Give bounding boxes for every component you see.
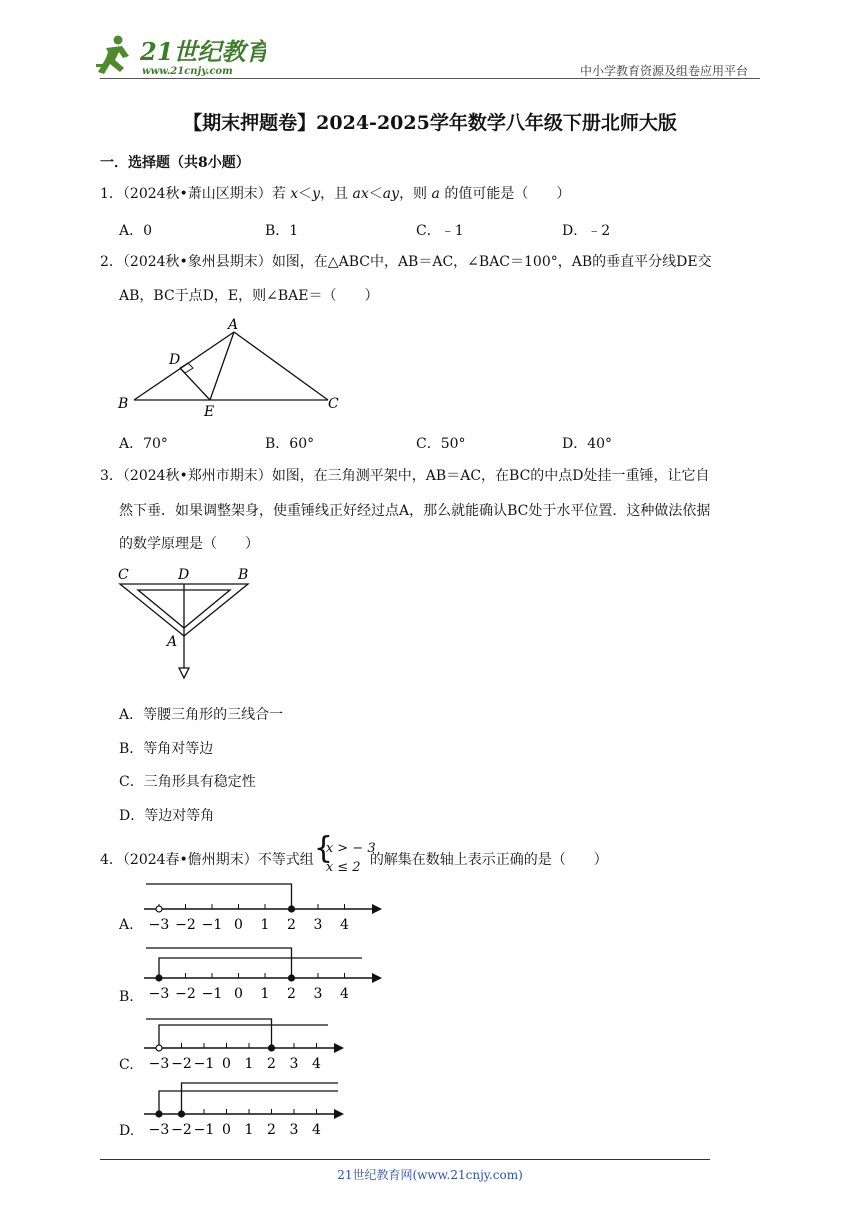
tick-label: 1 — [244, 1122, 254, 1138]
closed-endpoint — [289, 975, 295, 981]
closed-endpoint — [156, 975, 162, 981]
axis-arrow — [334, 1109, 344, 1119]
tick-label: 1 — [244, 1056, 254, 1072]
header-divider — [100, 78, 760, 79]
figure-label-e: E — [204, 404, 215, 420]
q4-option-b-number-line — [140, 944, 390, 1004]
page-title: 【期末押题卷】2024-2025学年数学八年级下册北师大版 — [183, 112, 677, 134]
solution-bracket — [159, 958, 362, 978]
tick-label: −3 — [148, 1122, 170, 1138]
tick-label: −1 — [201, 917, 223, 933]
tick-label: 4 — [312, 1122, 321, 1138]
tick-label: 2 — [267, 1122, 276, 1138]
tick-label: −1 — [193, 1056, 215, 1072]
q4-option-c-label: C. — [119, 1057, 134, 1073]
tick-label: −2 — [171, 1122, 192, 1138]
tick-label: −2 — [171, 1056, 192, 1072]
question-4-stem: 4．（2024春•儋州期末）不等式组 { x > − 3 x ≤ 2 的解集在数轴上表示正确的是（ ） — [100, 843, 608, 877]
q4-option-d-number-line — [140, 1081, 350, 1141]
closed-endpoint — [269, 1045, 275, 1051]
q1-option-d: D．﹣2 — [562, 223, 611, 239]
q4-option-b-label: B. — [119, 989, 134, 1005]
tick-label: −1 — [193, 1122, 215, 1138]
figure-label-c: C — [118, 567, 129, 583]
site-logo — [96, 34, 266, 78]
question-3-stem-line2: 然下垂．如果调整架身，使重锤线正好经过点A，那么就能确认BC处于水平位置．这种做法依据 — [119, 503, 711, 519]
q3-option-c: C．三角形具有稳定性 — [119, 774, 256, 790]
question-3-stem-line1: 3．（2024秋•郑州市期末）如图，在三角测平架中，AB＝AC，在BC的中点D处挂一重锤，让它自 — [100, 468, 710, 484]
tick-label: −3 — [148, 1056, 170, 1072]
tick-label: 2 — [287, 917, 296, 933]
tick-label: 3 — [313, 986, 323, 1002]
figure-label-b: B — [238, 567, 249, 583]
tick-label: −3 — [148, 986, 170, 1002]
tick-label: 0 — [222, 1122, 231, 1138]
figure-label-a: A — [167, 634, 178, 650]
figure-label-a: A — [228, 317, 239, 333]
q3-option-d: D．等边对等角 — [119, 808, 215, 824]
header-right-text: 中小学教育资源及组卷应用平台 — [580, 64, 749, 78]
logo-brand-text: 21世纪教育 — [140, 37, 266, 66]
system-inequality-2: x ≤ 2 — [325, 860, 361, 875]
tick-label: −1 — [201, 986, 223, 1002]
tick-label: −2 — [175, 986, 196, 1002]
q2-option-c: C．50° — [416, 436, 466, 452]
tick-label: 4 — [340, 917, 349, 933]
tick-label: −2 — [175, 917, 196, 933]
axis-arrow — [372, 904, 382, 914]
q4-option-d-label: D. — [119, 1123, 135, 1139]
system-inequality-1: x > − 3 — [325, 841, 376, 856]
solution-bracket — [146, 1019, 272, 1048]
closed-endpoint — [179, 1111, 185, 1117]
solution-bracket — [146, 884, 292, 909]
solution-bracket — [159, 1025, 328, 1048]
closed-endpoint — [289, 906, 295, 912]
footer-divider — [100, 1159, 710, 1160]
tick-label: 0 — [234, 986, 243, 1002]
tick-label: 1 — [260, 986, 270, 1002]
q4-option-a-label: A. — [119, 917, 134, 933]
figure-label-d: D — [178, 567, 190, 583]
figure-label-c: C — [328, 396, 339, 412]
axis-arrow — [334, 1043, 344, 1053]
q4-option-c-number-line — [140, 1013, 350, 1075]
figure-label-b: B — [118, 396, 129, 412]
section-heading: 一．选择题（共8小题） — [100, 155, 250, 171]
q1-option-c: C．﹣1 — [416, 223, 464, 239]
tick-label: −3 — [148, 917, 170, 933]
q2-option-a: A．70° — [119, 436, 168, 452]
tick-label: 0 — [234, 917, 243, 933]
question-2-stem-line2: AB，BC于点D，E，则∠BAE＝（ ） — [119, 288, 379, 304]
tick-label: 2 — [267, 1056, 276, 1072]
solution-bracket — [146, 948, 292, 978]
tick-label: 3 — [289, 1122, 299, 1138]
tick-label: 4 — [312, 1056, 321, 1072]
tick-label: 3 — [313, 917, 323, 933]
tick-label: 3 — [289, 1056, 299, 1072]
q3-level-frame-figure — [114, 564, 254, 688]
open-endpoint — [156, 906, 162, 912]
question-1-stem: 1．（2024秋•萧山区期末）若 x＜y，且 ax＜ay，则 a 的值可能是（ ） — [100, 186, 571, 202]
question-3-stem-line3: 的数学原理是（ ） — [119, 536, 259, 552]
q1-option-a: A．0 — [119, 223, 153, 239]
tick-label: 0 — [222, 1056, 231, 1072]
q3-option-a: A．等腰三角形的三线合一 — [119, 707, 284, 723]
solution-bracket — [182, 1083, 339, 1114]
tick-label: 1 — [260, 917, 270, 933]
axis-arrow — [372, 973, 382, 983]
q4-option-a-number-line — [140, 880, 390, 936]
q2-triangle-figure — [114, 316, 344, 420]
logo-url-text: www.21cnjy.com — [142, 66, 233, 77]
closed-endpoint — [156, 1111, 162, 1117]
tick-label: 4 — [340, 986, 349, 1002]
tick-label: 2 — [287, 986, 296, 1002]
open-endpoint — [156, 1045, 162, 1051]
q3-option-b: B．等角对等边 — [119, 741, 214, 757]
q2-option-d: D．40° — [562, 436, 613, 452]
footer-text: 21世纪教育网(www.21cnjy.com) — [337, 1168, 523, 1182]
question-2-stem-line1: 2．（2024秋•象州县期末）如图，在△ABC中，AB＝AC，∠BAC＝100°，AB的垂直平分线DE交 — [100, 254, 712, 270]
figure-label-d: D — [169, 352, 181, 368]
q2-option-b: B．60° — [265, 436, 315, 452]
q1-option-b: B．1 — [265, 223, 299, 239]
